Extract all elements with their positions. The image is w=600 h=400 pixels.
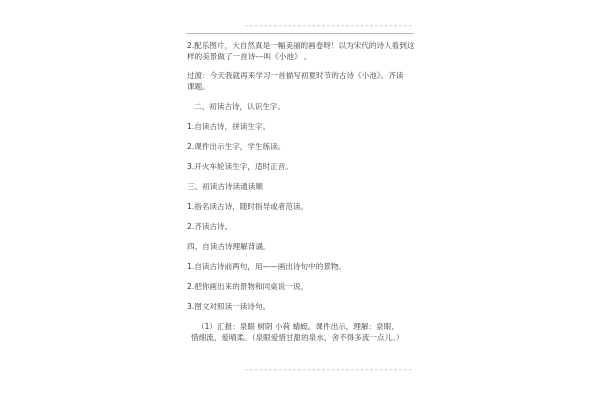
paragraph-intro-line1: 2.配乐图片，大自然真是一幅美丽的画卷呀！以为宋代的诗人看到这 [187, 41, 415, 50]
top-divider: ----------------------------------- [244, 21, 413, 30]
paragraph-transition-line1: 过渡：今天我就再来学习一首描写初夏时节的古诗《小池》。齐读 [187, 71, 404, 80]
section-heading-4: 四、自读古诗理解背诵。 [187, 242, 271, 251]
list-item: 3.图文对照读一读诗句。 [187, 302, 271, 311]
bottom-divider: ----------------------------------- [244, 365, 413, 374]
header-rule [186, 33, 414, 34]
list-item: 1.自读古诗，拼读生字。 [187, 122, 271, 131]
paragraph-transition-line2: 课题。 [187, 82, 210, 91]
paragraph-intro-line2: 样的美景做了一首诗---叫《小池》 。 [187, 52, 312, 61]
list-item: 1.指名读古诗，随时指导或者范读。 [187, 202, 309, 211]
section-heading-3: 三、初读古诗读通读顺 [187, 182, 263, 191]
report-line2: 惜细流、爱晴柔。（泉眼爱惜甘甜的泉水，舍不得多流一点儿。） [191, 333, 404, 342]
document-body [187, 40, 419, 343]
list-item: 2.课件出示生字，学生练读。 [187, 142, 286, 151]
section-heading-2: 二、初读古诗，认识生字。 [194, 102, 286, 111]
list-item: 3.开火车轮读生字，适时正音。 [187, 162, 293, 171]
list-item: 2.齐读古诗。 [187, 222, 233, 231]
list-item: 2.把你画出来的景物和同桌说一说。 [187, 282, 309, 291]
report-line1: （1）汇报：泉眼 树阴 小荷 蜻蜓。课件出示，理解：泉眼、 [197, 322, 399, 331]
list-item: 1.自读古诗前两句，用——画出诗句中的景物。 [187, 262, 347, 271]
